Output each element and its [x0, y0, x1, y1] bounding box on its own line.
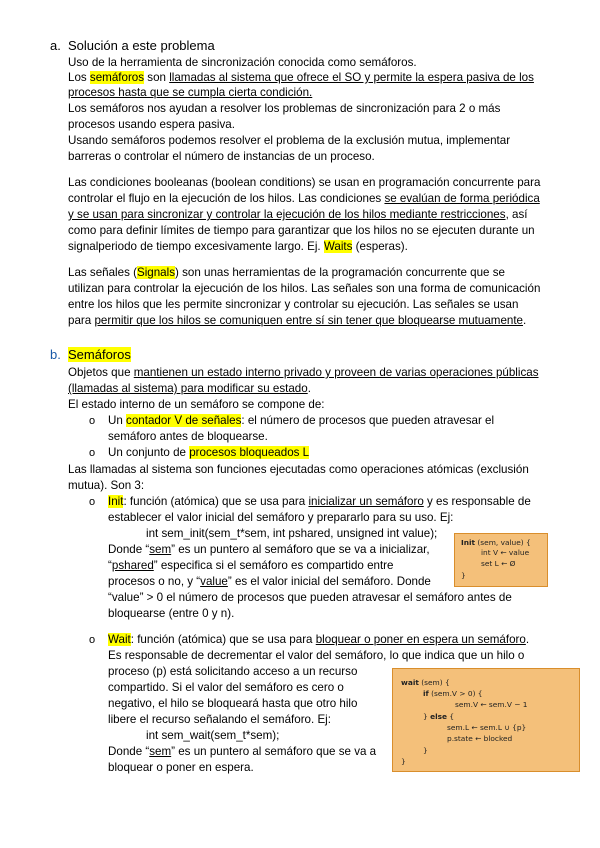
code-line: } else { [423, 712, 455, 721]
text-line: semáforo antes de bloquearse. [108, 430, 268, 443]
bullet-marker: o [89, 415, 96, 427]
text-line: (llamadas al sistema) para modificar su estado. [68, 382, 311, 395]
text-line: Las señales (Signals) son unas herramientas de la programación concurrente que se [68, 266, 505, 279]
highlight: procesos bloqueados L [189, 446, 310, 459]
wait-code-box [392, 668, 580, 772]
text-line: mutua). Son 3: [68, 479, 145, 492]
highlight: Init [108, 495, 124, 508]
text-line: bloquear o poner en espera. [108, 761, 254, 774]
text-line: procesos o no, y “value” es el valor inicial del semáforo. Donde [108, 575, 431, 588]
code-line: sem.V ← sem.V − 1 [455, 700, 528, 709]
code-line: if (sem.V > 0) { [423, 689, 483, 698]
text-line: entre los hilos que les permite sincronizar y controlar su ejecución. Las señales se usan [68, 298, 519, 311]
code-line: wait (sem) { [401, 678, 450, 687]
text-line: para permitir que los hilos se comuniquen entre sí sin tener que bloquearse mutuamente. [68, 314, 527, 327]
text-line: barreras o controlar el número de instancias de un proceso. [68, 150, 375, 163]
bullet-marker: o [89, 496, 96, 508]
highlight: contador V de señales [126, 414, 242, 427]
highlight: Wait [108, 633, 131, 646]
text-line: Es responsable de decrementar el valor del semáforo, lo que indica que un hilo o [108, 649, 525, 662]
section-a-title: Solución a este problema [68, 38, 215, 53]
text-line: Usando semáforos podemos resolver el problema de la exclusión mutua, implementar [68, 134, 511, 147]
text-line: signalperiodo de tiempo excesivamente largo. Ej. Waits (esperas). [68, 240, 408, 253]
text-line: Las condiciones booleanas (boolean conditions) se usan en programación concurrente para [68, 176, 541, 189]
text-line: procesos hasta que se cumpla cierta condición. [68, 86, 313, 99]
bullet-marker: o [89, 447, 96, 459]
list-item: Un conjunto de procesos bloqueados L [108, 446, 310, 459]
text-line: controlar el flujo en la ejecución de los hilos. Las condiciones se evalúan de forma periódica [68, 192, 540, 205]
text-line: establecer el valor inicial del semáforo y prepararlo para su uso. Ej: [108, 511, 454, 524]
text-line: Objetos que mantienen un estado interno privado y proveen de varias operaciones públicas [68, 366, 539, 379]
section-b-title: Semáforos [68, 347, 131, 362]
code-line: int sem_init(sem_t*sem, int pshared, unsigned int value); [146, 527, 438, 540]
init-code-box [454, 533, 548, 587]
text-line: proceso (p) está solicitando acceso a un recurso [108, 665, 358, 678]
highlight: semáforos [89, 71, 145, 84]
text-line: bloquearse (entre 0 y n). [108, 607, 235, 620]
text-line: “value” > 0 el número de procesos que pueden atravesar el semáforo antes de [108, 591, 512, 604]
text-line: Los semáforos son llamadas al sistema que ofrece el SO y permite la espera pasiva de los [68, 71, 534, 84]
list-item-init: Init: función (atómica) que se usa para inicializar un semáforo y es responsable de [108, 495, 531, 508]
text-line: Donde “sem” es un puntero al semáforo que se va a [108, 745, 377, 758]
text-line: libere el recurso señalando el semáforo. Ej: [108, 713, 331, 726]
highlight: Waits [323, 240, 353, 253]
code-line: set L ← Ø [481, 559, 516, 568]
code-line: int V ← value [481, 548, 530, 557]
code-line: Init (sem, value) { [461, 538, 531, 547]
text-line: compartido. Si el valor del semáforo es cero o [108, 681, 344, 694]
text-line: Los semáforos nos ayudan a resolver los problemas de sincronización para 2 o más [68, 102, 501, 115]
text-line: Donde “sem” es un puntero al semáforo que se va a inicializar, [108, 543, 430, 556]
text-line: El estado interno de un semáforo se compone de: [68, 398, 325, 411]
text-line: procesos usando espera pasiva. [68, 118, 235, 131]
code-line: sem.L ← sem.L ∪ {p} [447, 723, 527, 732]
text-line: “pshared” especifica si el semáforo es compartido entre [108, 559, 394, 572]
code-line: p.state ← blocked [447, 734, 513, 743]
text-line: Uso de la herramienta de sincronización conocida como semáforos. [68, 56, 417, 69]
text-line: utilizan para controlar la ejecución de los hilos. Las señales son una forma de comunicación [68, 282, 541, 295]
text-line: negativo, el hilo se bloqueará hasta que otro hilo [108, 697, 358, 710]
list-item: Un contador V de señales: el número de procesos que pueden atravesar el [108, 414, 495, 427]
text-line: como para definir límites de tiempo para garantizar que los hilos no se ejecuten durante un [68, 224, 535, 237]
code-line: } [401, 757, 406, 766]
highlight: Signals [136, 266, 175, 279]
text-line: y se usan para sincronizar y controlar la ejecución de los hilos mediante restricciones, así [68, 208, 528, 221]
bullet-marker: o [89, 634, 96, 646]
section-b-letter: b. [50, 347, 61, 362]
text-line: Las llamadas al sistema son funciones ejecutadas como operaciones atómicas (exclusión [68, 463, 529, 476]
code-line: } [461, 571, 466, 580]
code-line: int sem_wait(sem_t*sem); [146, 729, 280, 742]
list-item-wait: Wait: función (atómica) que se usa para bloquear o poner en espera un semáforo. [108, 633, 530, 646]
section-a-letter: a. [50, 38, 61, 53]
code-line: } [423, 746, 428, 755]
